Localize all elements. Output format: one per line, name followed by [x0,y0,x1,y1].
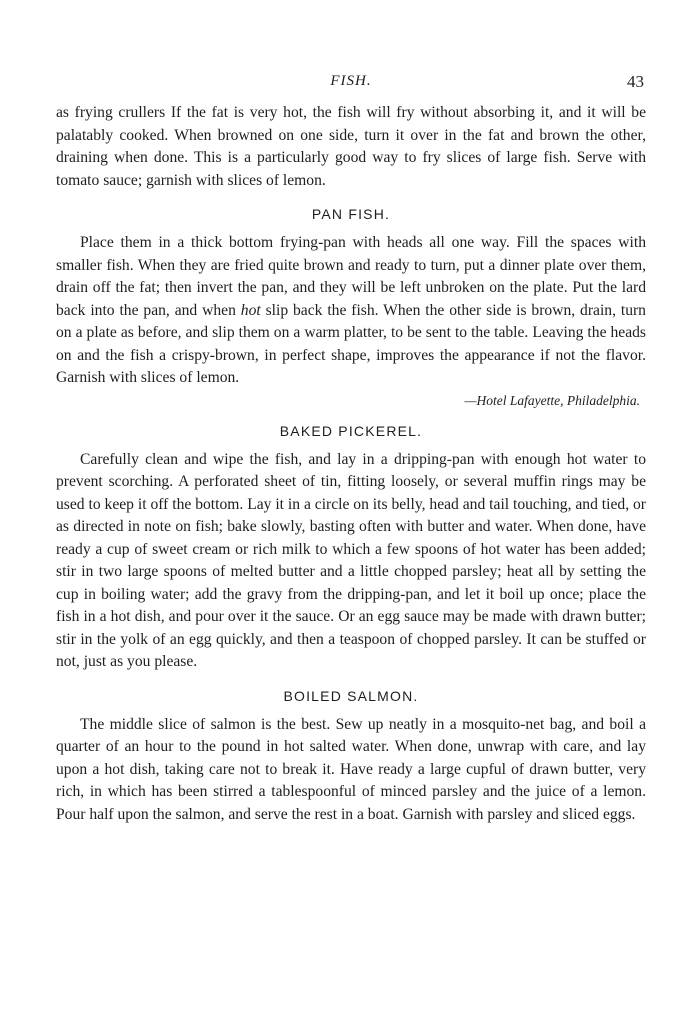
boiled-salmon-heading: BOILED SALMON. [283,687,419,704]
running-title: FISH. [330,73,372,89]
boiled-salmon-paragraph: The middle slice of salmon is the best. Sew up neatly in a mosquito-net bag, and boil a quarter of an hour to the pound in hot salted water. When done, unwrap with care, and lay upon a hot dish, taking care not to break it. Have ready a large cupful of drawn butter, very rich, in which has been stirred a tablespoonful of minced parsley and the juice of a lemon. Pour half upon the salmon, and serve the rest in a boat. Garnish with parsley and sliced eggs. [56,715,646,823]
pan-fish-attribution: —Hotel Lafayette, Philadelphia. [464,392,640,408]
book-page [56,0,646,1019]
page-number: 43 [627,72,644,91]
pan-fish-text-part-1: Place them in a thick bottom frying-pan with heads all one way. Fill the spaces with smaller fish. When they are fried quite brown and ready to turn, put a dinner plate over them, drain off the fat; then invert the pan, and they will be left unbroken on the plate. Put the lard back into the pan, and when [56,234,646,319]
running-header [56,73,646,95]
continued-paragraph: as frying crullers If the fat is very hot, the fish will fry without absorbing it, and it will be palatably cooked. When browned on one side, turn it over in the fat and brown the other, draining when done. This is a particularly good way to fry slices of large fish. Serve with tomato sauce; garnish with slices of lemon. [56,104,646,189]
baked-pickerel-paragraph: Carefully clean and wipe the fish, and lay in a dripping-pan with enough hot water to prevent scorching. A perforated sheet of tin, fitting loosely, or several muffin rings may be used to keep it off the bottom. Lay it in a circle on its belly, head and tail touching, and tied, or as directed in note on fish; bake slowly, basting often with butter and water. When done, have ready a cup of sweet cream or rich milk to which a few spoons of hot water has been added; stir in two large spoons of melted butter and a little chopped parsley; heat all by setting the cup in boiling water; add the gravy from the dripping-pan, and let it boil up once; place the fish in a hot dish, and pour over it the sauce. Or an egg sauce may be made with drawn butter; stir in the yolk of an egg quickly, and then a teaspoon of chopped parsley. It can be stuffed or not, just as you please. [56,450,646,670]
page-body [56,102,646,826]
emphasized-word-hot: hot [240,301,261,319]
pan-fish-heading: PAN FISH. [311,206,391,222]
pan-fish-text-part-2: slip back the fish. When the other side is brown, drain, turn on a plate as before, and slip them on a warm platter, to be sent to the table. Leaving the heads on and the fish a crispy-brown, in perfect shape, improves the appearance if not the flavor. Garnish with slices of lemon. [56,301,646,386]
pan-fish-paragraph [56,232,646,390]
baked-pickerel-heading: BAKED PICKEREL. [279,422,423,439]
